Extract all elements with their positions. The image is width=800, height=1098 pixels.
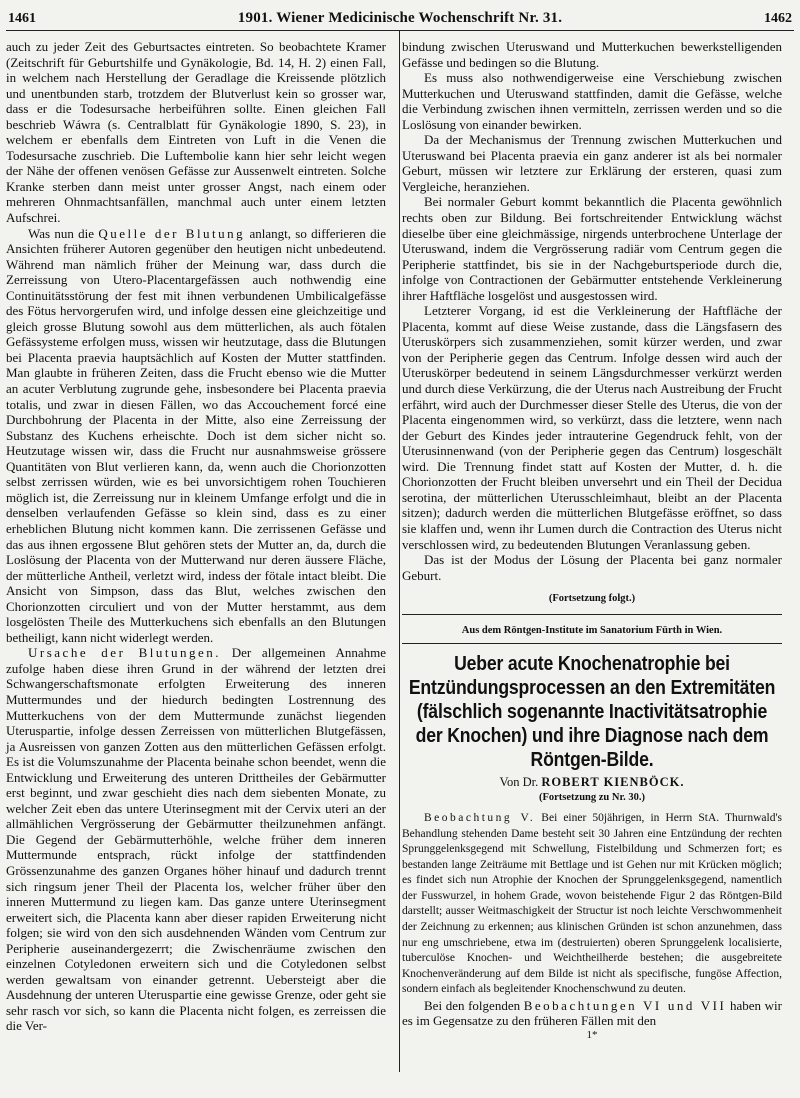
paragraph bbox=[402, 998, 782, 1029]
spaced-heading: Quelle der Blutung bbox=[98, 225, 246, 241]
continued-note: (Fortsetzung folgt.) bbox=[548, 593, 636, 605]
paragraph: Letzterer Vorgang, id est die Verkleinerung der Haftfläche der Placenta, kommt auf diese Weise zustande, dass die Längsfasern des Uteruskörpers sich zusammenziehen, somit kürzer werden, und zwar von der Peripherie gegen das Centrum. Infolge dessen wird auch der Uteruskörper bedeutend in seinem Längsdurchmesser verkürzt werden und durch diese Verkürzung, die der Uterus nach Austreibung der Frucht erfährt, wird auch der Durchmesser dieser Stelle des Uterus, die von der Placenta eingenommen wird, so verkürzt, dass die letztere, wenn nach der Geburt des Kindes jeder intrauterine Gegendruck fehlt, von der Uterusinnenwand (von der Peripherie gegen das Centrum) losgeschält wird. Die Trennung findet statt auf Kosten der Mutter, d. h. die Chorionzotten der Frucht bleiben unversehrt und ein Theil der Decidua serotina, der mütterlichen Uterusschleimhaut, bleibt an der Placenta sitzen); dadurch werden die mütterlichen Blutgefässe eröffnet, so dass sie klaffen und, wenn ihr Lumen durch die Contraction des Uterus nicht verschlossen wird, zu bedeutenden Blutungen Veranlassung geben. bbox=[402, 303, 782, 552]
continued-from-note: (Fortsetzung zu Nr. 30.) bbox=[538, 792, 646, 804]
journal-title: 1901. Wiener Medicinische Wochenschrift Nr. 31. bbox=[237, 10, 563, 26]
section-divider bbox=[402, 643, 782, 644]
left-column bbox=[6, 31, 394, 1042]
text-run: haben wir es im Gegensatze zu den früheren Fällen mit den bbox=[402, 997, 782, 1029]
paragraph: auch zu jeder Zeit des Geburtsactes eintreten. So beobachtete Kramer (Zeitschrift für Geburtshilfe und Gynäkologie, Bd. 14, H. 2) einen Fall, in welchem nach Herstellung der Geradlage die Kreissende plötzlich und unentbunden starb, trotzdem der Blutverlust kein so grosser war, dass er die Todesursache herbeiführen sollte. Einen gleichen Fall beschrieb Wáwra (s. Centralblatt für Gynäkologie 1890, S. 23), in welchem er ebenfalls dem Eintreten von Luft in die Venen die Todesursache zuschrieb. Die Luftembolie kann hier sehr leicht wegen der Nähe der offenen venösen Gefässe zur Aussenwelt eintreten. Solche Kranke sterben dann meist unter grosser Angst, nach einem oder mehreren Ohnmachtsanfällen, manchmal auch unter einem letzten Aufschrei. bbox=[6, 39, 386, 226]
signature-mark: 1* bbox=[586, 1028, 598, 1041]
paragraph: Das ist der Modus der Lösung der Placenta bei ganz normaler Geburt. bbox=[402, 552, 782, 583]
spaced-heading: Beobachtungen VI und VII bbox=[523, 997, 727, 1013]
paragraph bbox=[6, 226, 386, 646]
text-run: anlangt, so differieren die Ansichten früherer Autoren gegenüber den heutigen nicht unbedeutend. Während man nämlich früher der Meinung war, dass durch die Zerreissung von Utero-Placentargefässen auch nothwendig eine Continuitätsstörung der fest mit ihnen verbundenen Umbilicalgefässe des Fötus hervorgerufen wird, und infolge dessen eine gleichzeitige und gleich grosse Blutung sowohl aus dem mütterlichen, als auch fötalen Gefässysteme erfolgen muss, wissen wir heutzutage, dass die Blutungen bei Placenta praevia hauptsächlich auf Kosten der Mutter stattfinden. Man glaubte in früheren Zeiten, dass die Frucht ebenso wie die Mutter an acuter Verblutung zugrunde gehe, insbesondere bei Placenta praevia totalis, und zwar in diesen Fällen, wo das Accouchement forcé eine Durchbohrung der Placenta in der Mitte, also eine Zerreissung der Substanz des Kuchens erheischte. Doch ist dem sicher nicht so. Heutzutage wissen wir, dass die Frucht nur ausnahmsweise grössere Quantitäten von Blut verlieren kann, da, wenn auch die Chorionzotten selbst zerrissen würden, wie es bei unvorsichtigem rohen Touchieren möglich ist, die Zerreissung nur in kleinem Umfange erfolgt und die in denselben verlaufenden Gefässe so klein sind, dass es zu einer erheblichen Blutung nicht kommen kann. Die zerrissenen Gefässe und das aus ihnen ergossene Blut gehören stets der Mutter an, da, durch die Loslösung der Placenta von der Mutterwand nur deren äussere Fläche, der mütterliche Antheil, verletzt wird, indess der fötale intact bleibt. Die Ansicht von Simpson, dass das Blut, welches zwischen den Chorionzotten circuliert und von der Mutter herstammt, aus dem losgelösten Theile des Mutterkuchens sich ebenfalls an den Blutungen betheiligt, kann nicht widerlegt werden. bbox=[6, 225, 386, 645]
paragraph: Es muss also nothwendigerweise eine Verschiebung zwischen Mutterkuchen und Uteruswand stattfinden, damit die Gefässe, welche die Verbindung zwischen ihnen vermitteln, zerrissen werden und so die Loslösung von einander bewirken. bbox=[402, 70, 782, 132]
article-author bbox=[402, 775, 782, 790]
section-divider bbox=[402, 614, 782, 615]
text-run: Der allgemeinen Annahme zufolge haben diese ihren Grund in der während der letzten drei Schwangerschaftsmonate erfolgten Erweiterung des inneren Muttermundes und der hiedurch bedingten Lostrennung des Mutterkuchens von der dem Muttermunde zunächst liegenden Uteruspartie, infolge dessen Zerreissen von mütterlichen Blutgefässen, ja Ausreissen von ganzen Zotten aus den mütterlichen Gefässen erfolgt. Es ist die Volumszunahme der Placenta beinahe schon beendet, wenn die Entwicklung und Erweiterung des unteren Drittheiles der Gebärmutter erst beginnt, und zwar geschieht dies nach dem siebenten Monate, zu welcher Zeit eben das untere Uterinsegment mit der Cervix uteri an der allmählichen Vergrösserung der Gebärmutter theilzunehmen anfängt. Die Gegend der Gebärmutterhöhle, welche früher dem inneren Muttermunde entsprach, rückt infolge der stattfindenden Grössenzunahme des ganzen Organes höher hinauf und dadurch trennt sich ringsum jener Theil der Placenta los, welcher früher über den inneren Muttermund zu liegen kam. Das ganze untere Uterinsegment erweitert sich, die Placenta kann aber dieser rapiden Erweiterung nicht folgen; sie wird von den sich ausdehnenden Wänden vom Centrum zur Peripherie auseinandergezerrt; die Zwischenräume zwischen den einzelnen Cotyledonen erweitern sich und die Cotyledonen selbst werden gewaltsam von einander getrennt. Uebersteigt aber die Ausdehnung der unteren Uteruspartie eine gewisse Grenze, oder geht sie sehr rasch vor sich, so kann die Placenta nicht folgen, es zerreissen die die Ver- bbox=[6, 645, 386, 1034]
text-run: Von Dr. bbox=[499, 775, 542, 790]
page-number-left: 1461 bbox=[8, 11, 36, 26]
text-run: Bei den folgenden bbox=[424, 997, 524, 1013]
column-rule bbox=[399, 31, 400, 1072]
page-number-right: 1462 bbox=[764, 11, 792, 26]
paragraph: Da der Mechanismus der Trennung zwischen Mutterkuchen und Uteruswand bei Placenta praevia ein ganz anderer ist als bei normaler Geburt, müssen wir letztere zur Erklärung der ersteren, quasi zum Vergleiche, heranziehen. bbox=[402, 132, 782, 194]
two-column-body bbox=[6, 31, 794, 1042]
paragraph bbox=[6, 645, 386, 1034]
text-run: Was nun die bbox=[28, 225, 99, 241]
article-headline: Ueber acute Knochenatrophie bei Entzündungsprocessen an den Extremitäten (fälschlich sogenannte Inactivitätsatrophie der Knochen) und ihre Diagnose nach dem Röntgen-Bilde. bbox=[408, 652, 776, 772]
paragraph: Bei normaler Geburt kommt bekanntlich die Placenta gewöhnlich rechts oben zur Bildung. Bei fortschreitender Entwicklung wächst dieselbe über eine gleichmässige, nirgends unterbrochene Unterlage der Uteruswand, indem die Vergrösserung radiär vom Centrum gegen die Peripherie stattfindet, bis sie in der Nachgeburtsperiode durch die, infolge von Contractionen der Gebärmutter entstehende Verkleinerung ihrer Haftfläche losgelöst und ausgestossen wird. bbox=[402, 194, 782, 303]
author-name: ROBERT KIENBÖCK. bbox=[541, 775, 685, 790]
institute-line: Aus dem Röntgen-Institute im Sanatorium Fürth in Wien. bbox=[461, 625, 723, 637]
paragraph: bindung zwischen Uteruswand und Mutterkuchen bewerkstelligenden Gefässe und bedingen so die Blutung. bbox=[402, 39, 782, 70]
text-run: Bei einer 50jährigen, in Herrn StA. Thurnwald's Behandlung stehenden Dame besteht seit 30 Jahren eine Entzündung der rechten Sprunggelenksgegend mit Schwellung, Fistelbildung und Schmerzen fort; es bestanden lange Zeiträume mit Bettlage und ist Gehen nur mit Krücken möglich; es findet sich nun Atrophie der Knochen der Sprunggelenksgegend, namentlich der Fusswurzel, in hohem Grade, wovon beistehende Figur 2 das Röntgen-Bild darstellt; ausser Weitmaschigkeit der Structur ist noch leichte Verschwommenheit der Zeichnung zu erkennen; aus klinischen Gründen ist schon anzunehmen, dass nur eng umschriebene, etwa im (destruierten) oberen Sprunggelenk localisierte, tuberculöse Knochen- und Weichtheilherde bestehen; die ausgebreitete Knochenveränderung auf dem Bilde ist nicht als specifische, fungöse Affection, sondern einfach als begleitender Knochenschwund zu deuten. bbox=[402, 812, 782, 996]
spaced-heading: Ursache der Blutungen. bbox=[28, 645, 222, 661]
page-header bbox=[6, 6, 794, 31]
right-column bbox=[394, 31, 782, 1042]
paragraph bbox=[402, 811, 782, 998]
spaced-heading: Beobachtung V. bbox=[424, 812, 536, 825]
